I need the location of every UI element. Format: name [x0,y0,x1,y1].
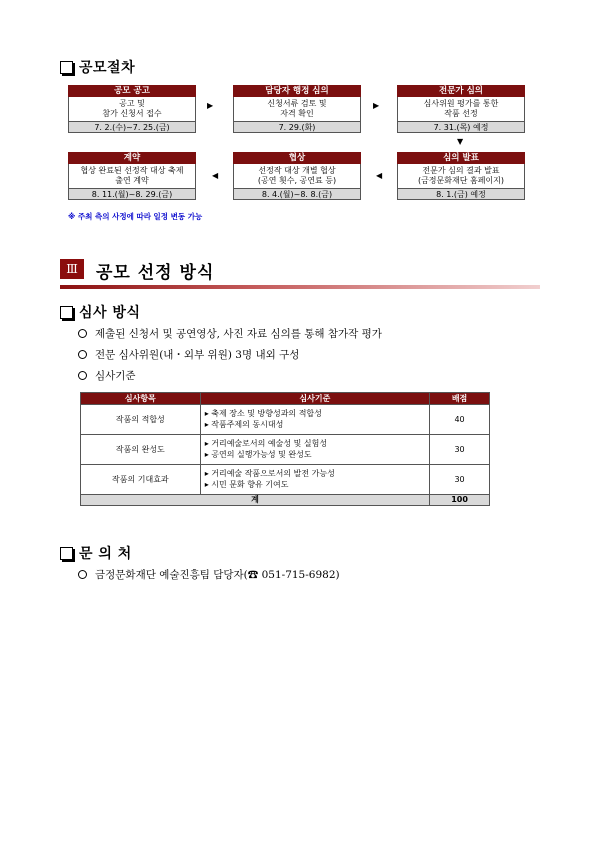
step-header: 계약 [68,152,196,164]
table-header-row: 심사항목 심사기준 배점 [81,393,490,405]
section-divider [60,285,540,289]
table-row: 작품의 기대효과 ▸ 거리예술 작품으로서의 발전 가능성 ▸ 시민 문화 향유 기여도 30 [81,465,490,495]
step-announcement-result: 심의 발표 전문가 심의 결과 발표 (금정문화재단 홈페이지) 8. 1.(금) 예정 [397,152,525,200]
arrow-left-icon: ◀ [212,171,219,180]
step-date: 8. 4.(월)~8. 8.(금) [233,188,361,200]
step-header: 담당자 행정 심의 [233,85,361,97]
circle-bullet-icon [78,371,87,380]
step-header: 협상 [233,152,361,164]
contact-title: 문 의 처 [79,546,132,562]
step-negotiation: 협상 선정작 대상 개별 협상 (공연 횟수, 공연료 등) 8. 4.(월)~8. 8.(금) [233,152,361,200]
step-contract: 계약 협상 완료된 선정작 대상 축제 출연 계약 8. 11.(월)~8. 29.(금) [68,152,196,200]
table-row: 작품의 완성도 ▸ 거리예술로서의 예술성 및 실험성 ▸ 공연의 실행가능성 및 완성도 30 [81,435,490,465]
step-announcement: 공모 공고 공고 및 참가 신청서 접수 7. 2.(수)~7. 25.(금) [68,85,196,133]
arrow-right-icon: ▶ [207,101,214,110]
procedure-heading [60,57,135,77]
section-title: 공모 선정 방식 [96,263,215,283]
procedure-title: 공모절차 [79,60,136,76]
step-date: 7. 29.(화) [233,121,361,133]
circle-bullet-icon [78,570,87,579]
contact-heading [60,543,132,563]
arrow-down-icon: ▼ [457,137,464,146]
step-header: 전문가 심의 [397,85,525,97]
step-date: 8. 11.(월)~8. 29.(금) [68,188,196,200]
table-total-row: 계 100 [81,495,490,506]
table-row: 작품의 적합성 ▸ 축제 장소 및 방향성과의 적합성 ▸ 작품주제의 동시대성 40 [81,405,490,435]
contact-item: 금정문화재단 예술진흥팀 담당자(☎ 051-715-6982) [78,567,340,582]
section-number-badge: Ⅲ [60,259,84,279]
step-date: 7. 2.(수)~7. 25.(금) [68,121,196,133]
arrow-right-icon: ▶ [373,101,380,110]
criteria-table [80,392,490,506]
schedule-note: ※ 주최 측의 사정에 따라 일정 변동 가능 [68,212,203,221]
step-expert-review: 전문가 심의 심사위원 평가를 통한 작품 선정 7. 31.(목) 예정 [397,85,525,133]
checkbox-square-icon [60,547,73,560]
circle-bullet-icon [78,329,87,338]
step-header: 심의 발표 [397,152,525,164]
step-date: 8. 1.(금) 예정 [397,188,525,200]
arrow-left-icon: ◀ [376,171,383,180]
bullet-item: 전문 심사위원(내・외부 위원) 3명 내외 구성 [78,347,299,362]
step-date: 7. 31.(목) 예정 [397,121,525,133]
bullet-item: 제출된 신청서 및 공연영상, 사진 자료 심의를 통해 참가작 평가 [78,326,382,341]
review-title: 심사 방식 [79,305,141,321]
review-heading [60,302,140,322]
circle-bullet-icon [78,350,87,359]
checkbox-square-icon [60,61,73,74]
step-header: 공모 공고 [68,85,196,97]
checkbox-square-icon [60,306,73,319]
step-admin-review: 담당자 행정 심의 신청서류 검토 및 자격 확인 7. 29.(화) [233,85,361,133]
bullet-item: 심사기준 [78,368,136,383]
